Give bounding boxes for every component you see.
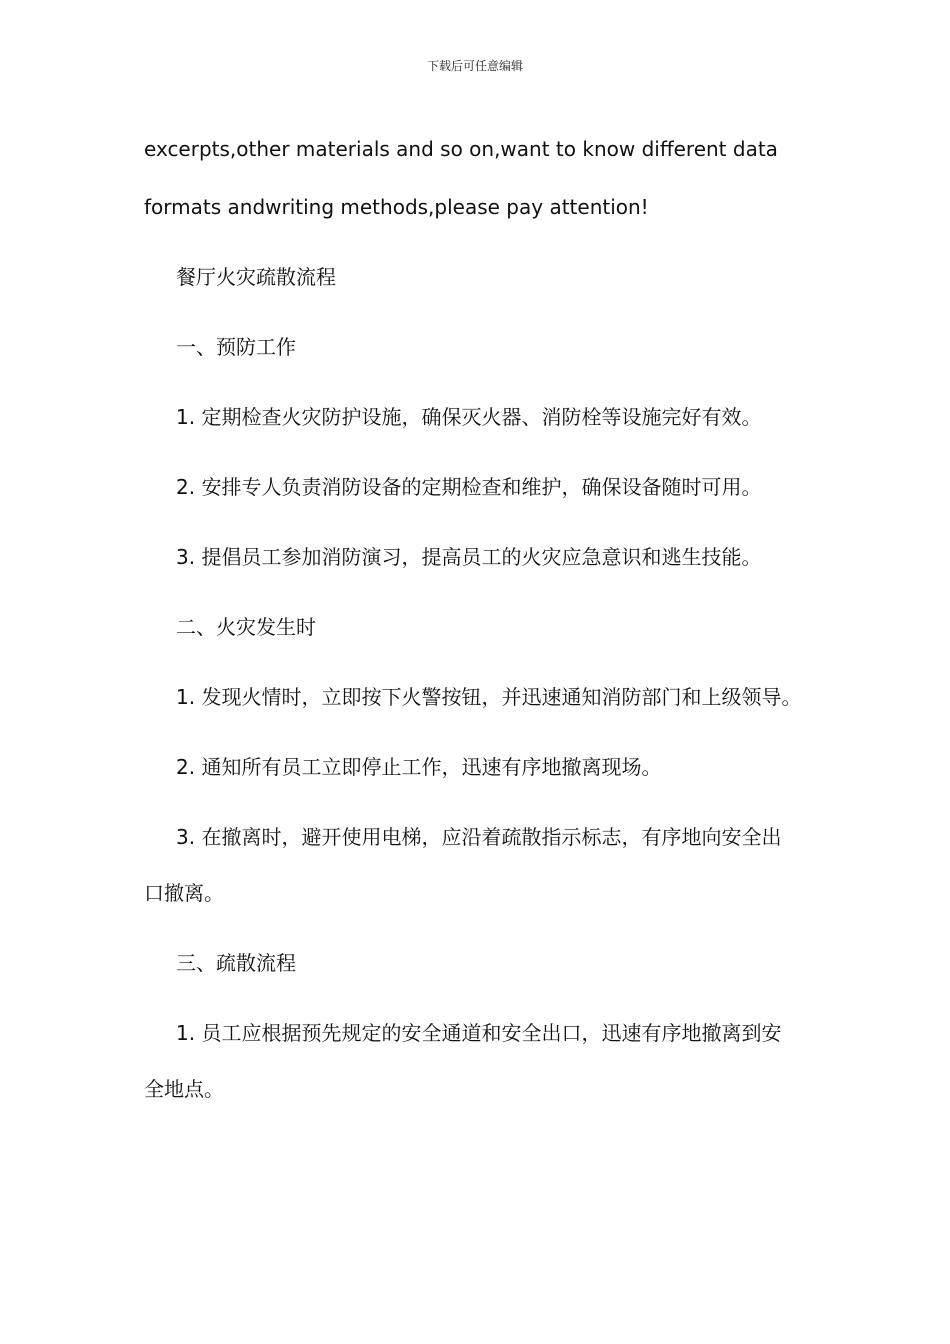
- section-3-item-1-line-1: 1. 员工应根据预先规定的安全通道和安全出口，迅速有序地撤离到安: [176, 1021, 782, 1045]
- section-2-item-3-line-1: 3. 在撤离时，避开使用电梯，应沿着疏散指示标志，有序地向安全出: [176, 825, 782, 849]
- intro-line-1: excerpts,other materials and so on,want to know different data: [144, 137, 778, 161]
- section-3-heading: 三、疏散流程: [176, 951, 296, 975]
- section-1-item-3: 3. 提倡员工参加消防演习，提高员工的火灾应急意识和逃生技能。: [176, 545, 762, 569]
- document-title: 餐厅火灾疏散流程: [176, 265, 336, 289]
- section-1-item-1: 1. 定期检查火灾防护设施，确保灭火器、消防栓等设施完好有效。: [176, 405, 762, 429]
- section-1-item-2: 2. 安排专人负责消防设备的定期检查和维护，确保设备随时可用。: [176, 475, 762, 499]
- section-3-item-1-line-2: 全地点。: [144, 1077, 224, 1101]
- section-2-heading: 二、火灾发生时: [176, 615, 316, 639]
- section-1-heading: 一、预防工作: [176, 335, 296, 359]
- page-header: 下载后可任意编辑: [426, 59, 523, 73]
- section-2-item-1: 1. 发现火情时，立即按下火警按钮，并迅速通知消防部门和上级领导。: [176, 685, 802, 709]
- intro-line-2: formats andwriting methods,please pay attention!: [144, 195, 649, 219]
- section-2-item-3-line-2: 口撤离。: [144, 881, 224, 905]
- section-2-item-2: 2. 通知所有员工立即停止工作，迅速有序地撤离现场。: [176, 755, 662, 779]
